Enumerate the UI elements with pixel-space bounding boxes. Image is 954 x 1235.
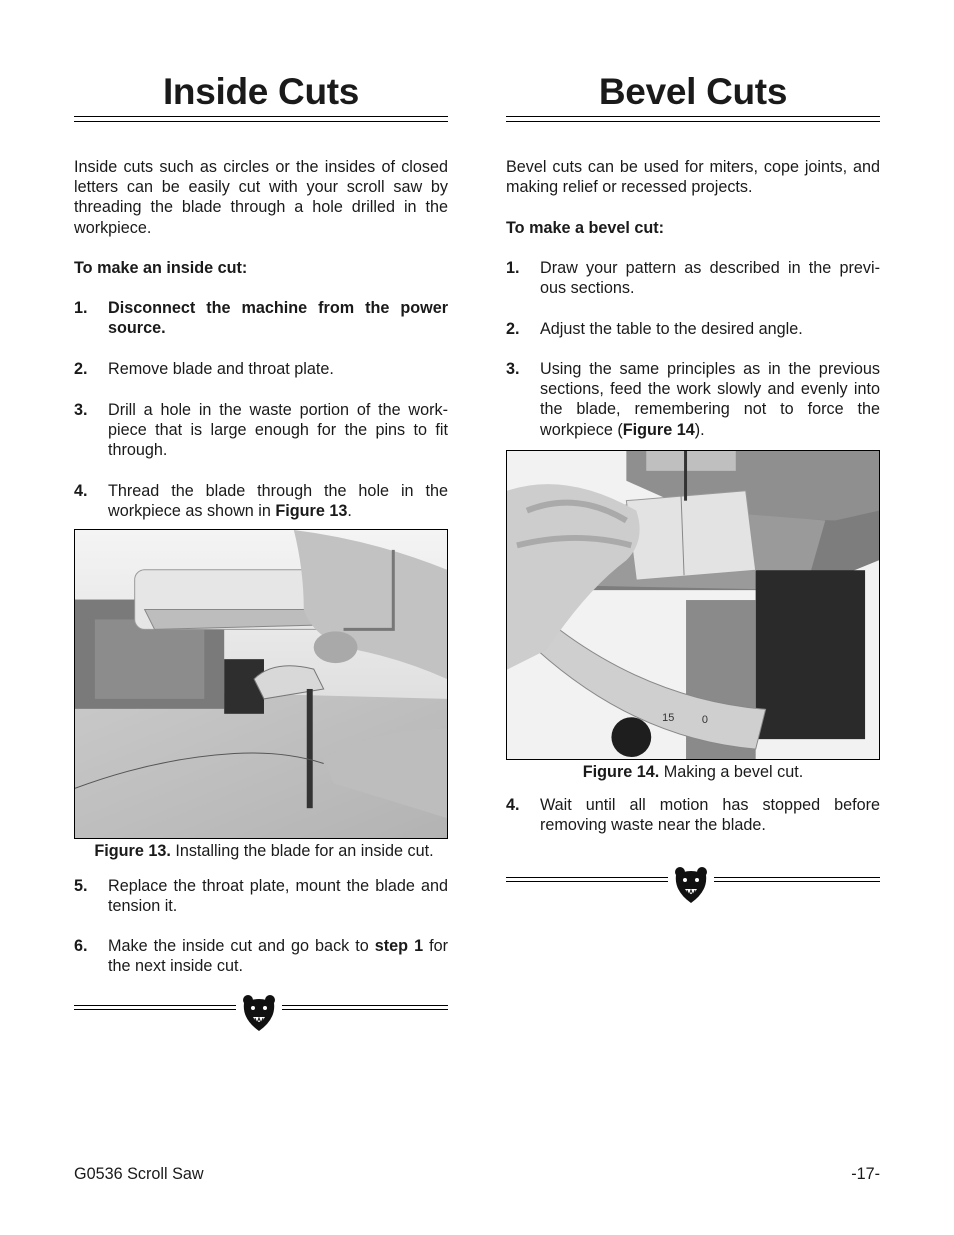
inside-cuts-subhead: To make an inside cut:: [74, 259, 248, 277]
step-6: 6. Make the inside cut and go back to step 1 for the next inside cut.: [74, 937, 448, 976]
figure-14-caption: Figure 14. Making a bevel cut.: [582, 763, 804, 781]
bevel-cuts-intro: Bevel cuts can be used for miters, cope joints, and making relief or recessed projects.: [506, 158, 880, 197]
step-1: 1. Disconnect the machine from the power source.: [74, 299, 448, 338]
section-end-separator: [506, 870, 880, 896]
inside-cuts-intro: Inside cuts such as circles or the insides of closed letters can be easily cut with your scroll saw by threading the blade through a hole drilled in the workpiece.: [74, 158, 448, 237]
bevel-step-3: 3. Using the same principles as in the previous sections, feed the work slowly and evenly into the blade, remembering not to force the workpiece (Figure 14).: [506, 360, 880, 439]
step-2: 2. Remove blade and throat plate.: [74, 360, 334, 378]
bevel-cuts-title: Bevel Cuts: [598, 71, 788, 112]
bevel-step-2: 2. Adjust the table to the desired angle.: [506, 320, 803, 338]
scale-label-0: 0: [701, 714, 709, 727]
title-rule: [506, 116, 880, 122]
step-5: 5. Replace the throat plate, mount the blade and tension it.: [74, 877, 448, 916]
footer-page-number: -17-: [851, 1165, 880, 1183]
scale-label-15: 15: [662, 712, 675, 725]
footer-model: G0536 Scroll Saw: [74, 1165, 204, 1183]
figure-14-photo: [506, 450, 880, 760]
bevel-step-1: 1. Draw your pattern as described in the previ-ous sections.: [506, 259, 880, 298]
title-rule: [74, 116, 448, 122]
bevel-cuts-subhead: To make a bevel cut:: [506, 219, 665, 237]
step-3: 3. Drill a hole in the waste portion of the work-piece that is large enough for the pins to fit through.: [74, 401, 448, 460]
bear-logo-icon: [672, 865, 710, 905]
step-4: 4. Thread the blade through the hole in the workpiece as shown in Figure 13.: [74, 482, 448, 521]
bevel-step-4: 4. Wait until all motion has stopped before removing waste near the blade.: [506, 796, 880, 835]
inside-cuts-title: Inside Cuts: [162, 71, 360, 112]
figure-13-caption: Figure 13. Installing the blade for an inside cut.: [94, 842, 434, 860]
figure-13-photo: [74, 529, 448, 839]
bear-logo-icon: [240, 993, 278, 1033]
section-end-separator: [74, 998, 448, 1024]
